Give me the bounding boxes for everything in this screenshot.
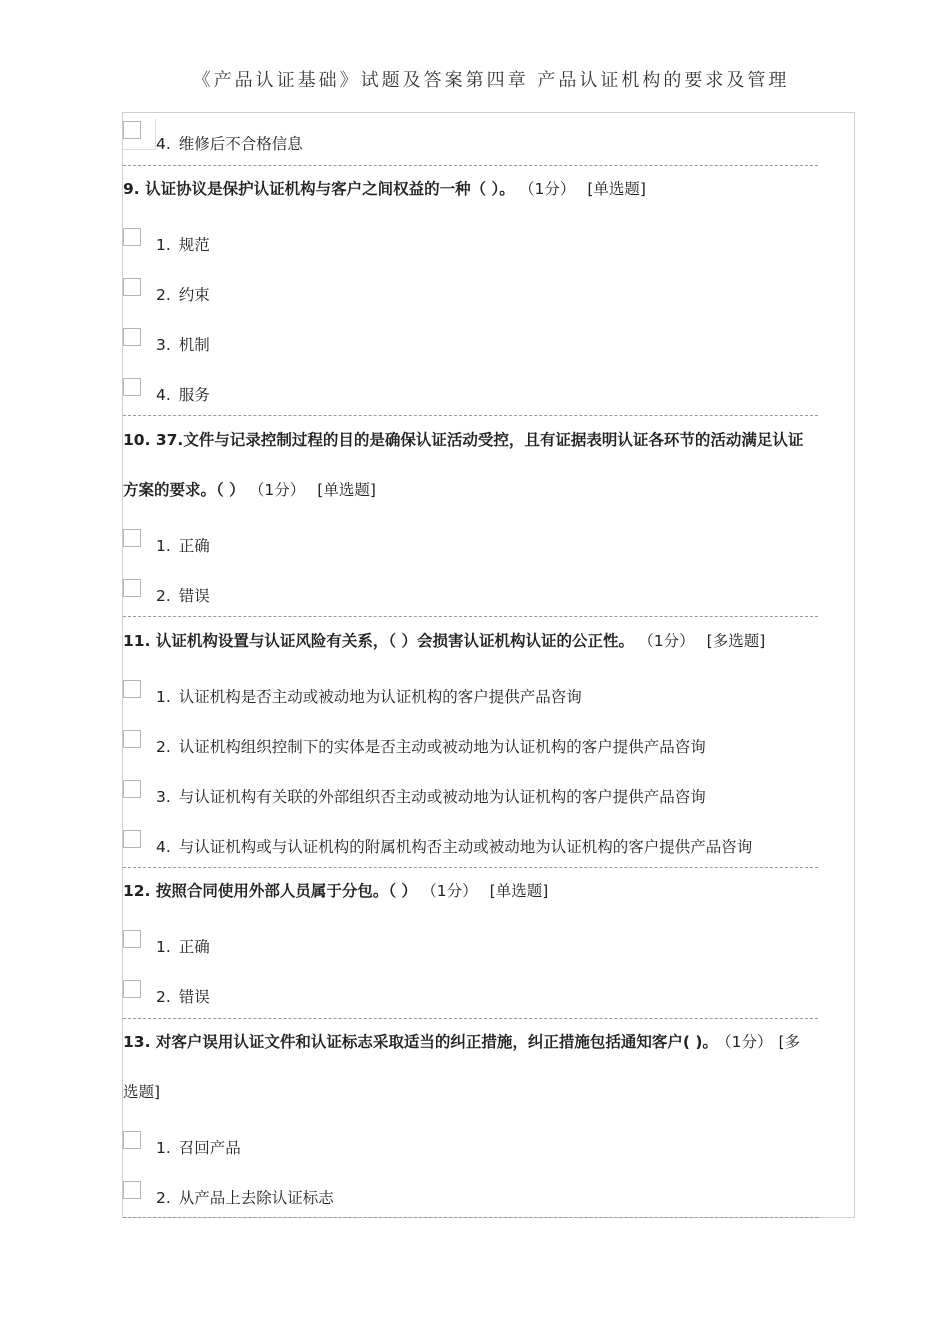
checkbox-q13-1[interactable]	[123, 1131, 141, 1149]
checkbox-q9-1[interactable]	[123, 228, 141, 246]
checkbox-prev-4[interactable]	[123, 121, 141, 139]
question-separator	[123, 165, 818, 166]
question-10-line2: 方案的要求。（ ） （1分） [单选题]	[123, 481, 376, 499]
option-q10-2: 2. 错误	[156, 587, 210, 605]
checkbox-q11-1[interactable]	[123, 680, 141, 698]
option-q13-2: 2. 从产品上去除认证标志	[156, 1189, 334, 1207]
checkbox-q12-1[interactable]	[123, 930, 141, 948]
checkbox-q13-2[interactable]	[123, 1181, 141, 1199]
question-separator	[123, 867, 818, 868]
option-q12-1: 1. 正确	[156, 938, 210, 956]
option-q10-1: 1. 正确	[156, 537, 210, 555]
question-13-line2: 选题]	[123, 1083, 161, 1101]
checkbox-q10-1[interactable]	[123, 529, 141, 547]
checkbox-q11-3[interactable]	[123, 780, 141, 798]
question-11: 11. 认证机构设置与认证风险有关系，（ ）会损害认证机构认证的公正性。 （1分） [多选题]	[123, 632, 766, 650]
checkbox-q11-4[interactable]	[123, 830, 141, 848]
question-separator	[123, 1217, 818, 1218]
checkbox-q9-2[interactable]	[123, 278, 141, 296]
checkbox-q12-2[interactable]	[123, 980, 141, 998]
quiz-panel	[122, 112, 855, 1218]
option-q12-2: 2. 错误	[156, 988, 210, 1006]
option-q9-2: 2. 约束	[156, 286, 210, 304]
checkbox-q10-2[interactable]	[123, 579, 141, 597]
option-q11-4: 4. 与认证机构或与认证机构的附属机构否主动或被动地为认证机构的客户提供产品咨询	[156, 838, 753, 856]
question-13: 13. 对客户误用认证文件和认证标志采取适当的纠正措施，纠正措施包括通知客户( )。 （1分） [多	[123, 1033, 801, 1051]
option-q13-1: 1. 召回产品	[156, 1139, 241, 1157]
question-separator	[123, 1018, 818, 1019]
option-q11-1: 1. 认证机构是否主动或被动地为认证机构的客户提供产品咨询	[156, 688, 582, 706]
question-10: 10. 37.文件与记录控制过程的目的是确保认证活动受控，且有证据表明认证各环节的活动满足认证	[123, 431, 804, 449]
checkbox-q11-2[interactable]	[123, 730, 141, 748]
question-12: 12. 按照合同使用外部人员属于分包。（ ） （1分） [单选题]	[123, 882, 549, 900]
question-9: 9. 认证协议是保护认证机构与客户之间权益的一种（ ）。 （1分） [单选题]	[123, 180, 646, 198]
question-separator	[123, 415, 818, 416]
checkbox-q9-4[interactable]	[123, 378, 141, 396]
option-prev-4: 4. 维修后不合格信息	[156, 135, 303, 153]
option-q9-3: 3. 机制	[156, 336, 210, 354]
option-q11-2: 2. 认证机构组织控制下的实体是否主动或被动地为认证机构的客户提供产品咨询	[156, 738, 706, 756]
option-q9-4: 4. 服务	[156, 386, 210, 404]
question-separator	[123, 616, 818, 617]
option-q9-1: 1. 规范	[156, 236, 210, 254]
page-title: 《产品认证基础》试题及答案第四章 产品认证机构的要求及管理	[192, 70, 790, 91]
checkbox-q9-3[interactable]	[123, 328, 141, 346]
option-q11-3: 3. 与认证机构有关联的外部组织否主动或被动地为认证机构的客户提供产品咨询	[156, 788, 706, 806]
